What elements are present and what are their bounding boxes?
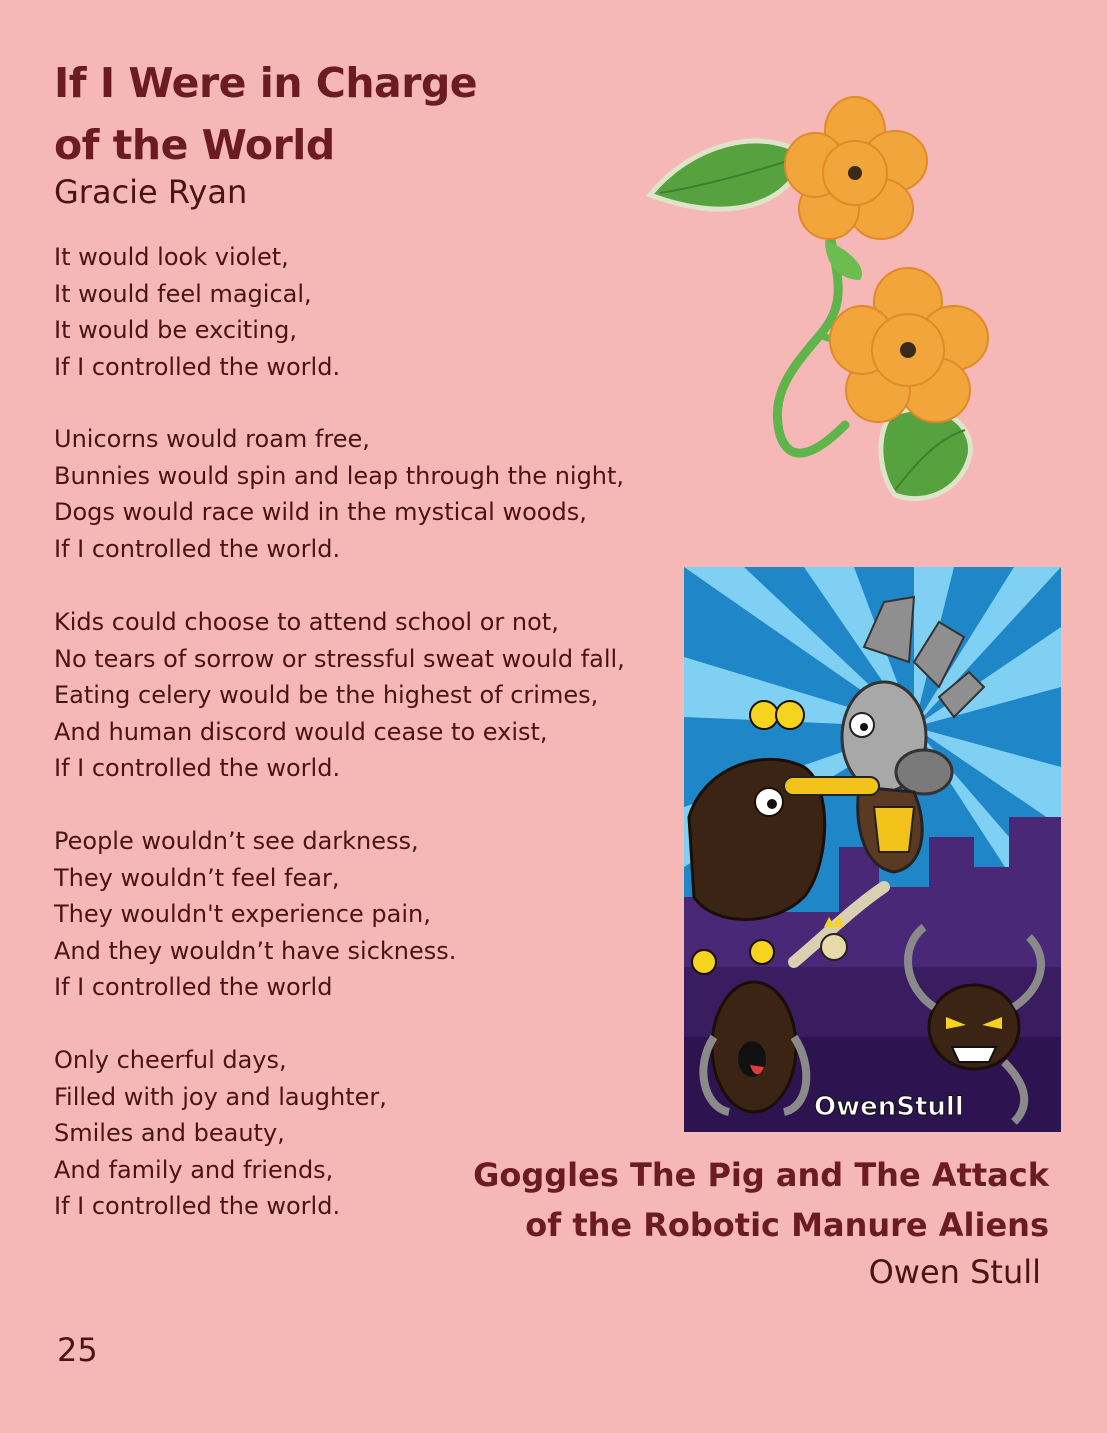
poem-line: If I controlled the world	[54, 973, 333, 1002]
poem-line: It would look violet,	[54, 243, 289, 271]
artwork-author: Owen Stull	[868, 1253, 1041, 1291]
leaf-top	[650, 141, 805, 209]
poem-line: And they wouldn’t have sickness.	[54, 936, 457, 965]
artwork-title	[429, 1150, 1049, 1250]
poem-line: Filled with joy and laughter,	[54, 1082, 387, 1111]
poem-line: No tears of sorrow or stressful sweat would fall,	[54, 644, 625, 673]
poem-line: Kids could choose to attend school or not,	[54, 608, 559, 636]
poem-line: People wouldn’t see darkness,	[54, 827, 419, 855]
poem-title	[54, 52, 534, 176]
poem-author: Gracie Ryan	[54, 173, 248, 211]
poem-stanza-4	[54, 823, 654, 1006]
flower-top	[785, 97, 927, 239]
poem-line: And human discord would cease to exist,	[54, 717, 548, 746]
poem-stanza-1	[54, 239, 654, 385]
comic-artwork	[684, 567, 1061, 1132]
poem-line: Smiles and beauty,	[54, 1119, 285, 1148]
poem-title-line-1: If I Were in Charge	[54, 59, 478, 107]
poem-line: Eating celery would be the highest of crimes,	[54, 681, 599, 710]
poem-title-line-2: of the World	[54, 121, 335, 169]
poem-line: Bunnies would spin and leap through the night,	[54, 461, 625, 490]
poem-stanza-2	[54, 421, 654, 567]
poem-line: They wouldn't experience pain,	[54, 900, 431, 929]
artist-signature: OwenStull	[814, 1092, 964, 1122]
poem-line: Dogs would race wild in the mystical woods,	[54, 498, 587, 527]
artwork-title-line-1: Goggles The Pig and The Attack	[473, 1156, 1049, 1194]
artwork-title-line-2: of the Robotic Manure Aliens	[525, 1206, 1049, 1244]
poem-line: If I controlled the world.	[54, 754, 341, 783]
poem-line: Unicorns would roam free,	[54, 425, 370, 453]
poem-line: If I controlled the world.	[54, 352, 341, 381]
poem-stanza-3	[54, 604, 654, 787]
poem-line: If I controlled the world.	[54, 534, 341, 563]
poem-line: It would be exciting,	[54, 316, 297, 345]
poem-line: If I controlled the world.	[54, 1192, 341, 1221]
poem-line: It would feel magical,	[54, 279, 312, 308]
poem-line: They wouldn’t feel fear,	[54, 863, 340, 892]
poem-line: And family and friends,	[54, 1155, 334, 1184]
poem-line: Only cheerful days,	[54, 1046, 287, 1074]
flower-bottom	[830, 268, 988, 422]
page-number: 25	[57, 1331, 98, 1369]
flower-illustration	[640, 95, 1000, 550]
